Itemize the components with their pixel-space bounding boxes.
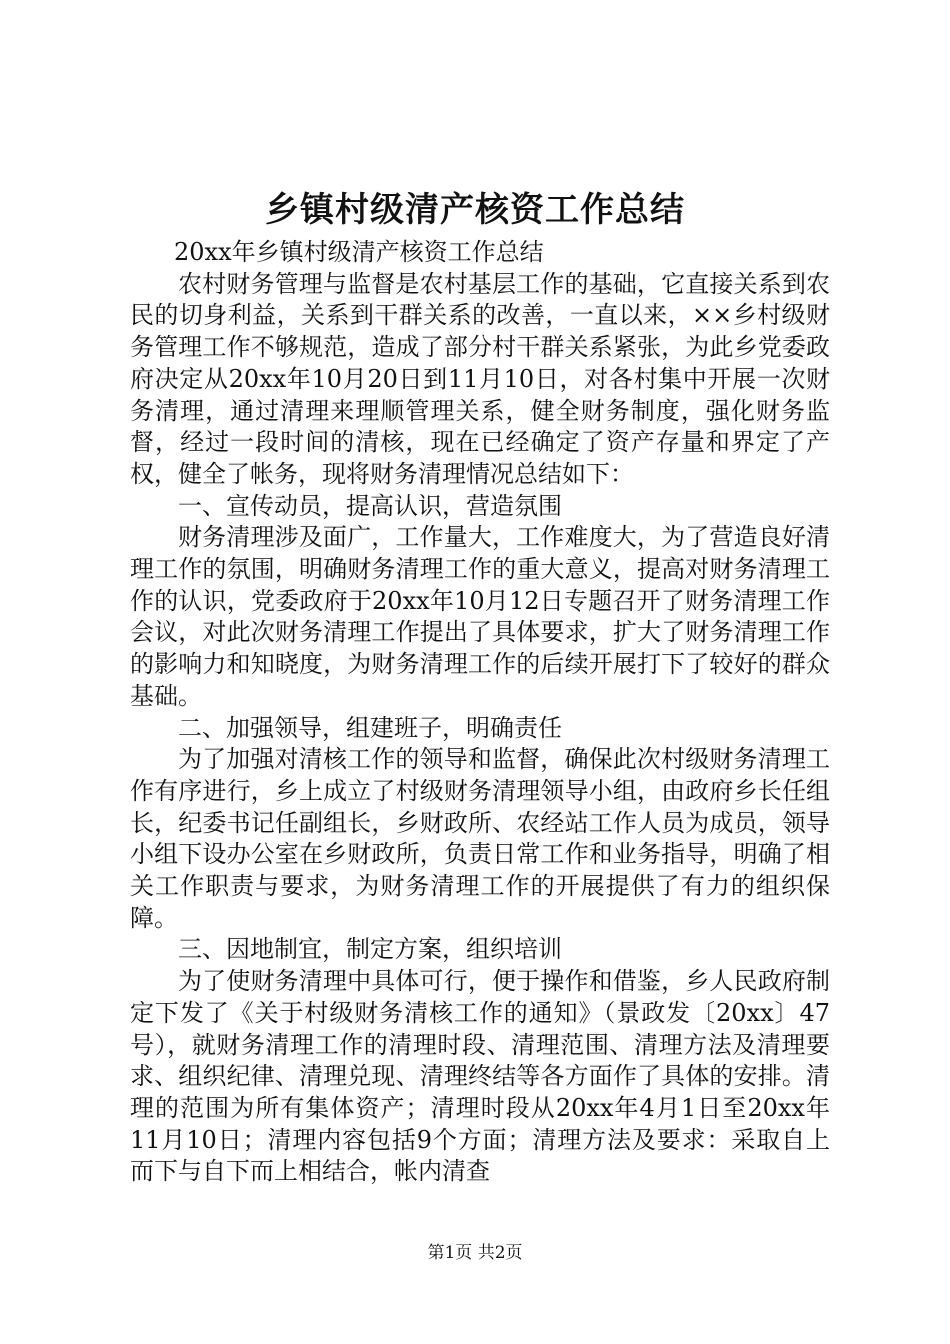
- document-title: 乡镇村级清产核资工作总结: [265, 190, 685, 230]
- paragraph-intro: 农村财务管理与监督是农村基层工作的基础，它直接关系到农民的切身利益，关系到干群关系的改善，一直以来，××乡村级财务管理工作不够规范，造成了部分村干群关系紧张，为此乡党委政府决定从20xx年10月20日到11月10日，对各村集中开展一次财务清理，通过清理来理顺管理关系，健全财务制度，强化财务监督，经过一段时间的清核，现在已经确定了资产存量和界定了产权，健全了帐务，现将财务清理情况总结如下：: [130, 269, 830, 488]
- document-body: [130, 237, 830, 1188]
- section-heading-1: 一、宣传动员，提高认识，营造氛围: [178, 491, 562, 520]
- section-heading-2: 二、加强领导，组建班子，明确责任: [178, 713, 562, 742]
- document-subtitle: 20xx年乡镇村级清产核资工作总结: [174, 238, 544, 266]
- paragraph-section-2: 为了加强对清核工作的领导和监督，确保此次村级财务清理工作有序进行，乡上成立了村级财务清理领导小组，由政府乡长任组长，纪委书记任副组长，乡财政所、农经站工作人员为成员，领导小组下设办公室在乡财政所，负责日常工作和业务指导，明确了相关工作职责与要求，为财务清理工作的开展提供了有力的组织保障。: [130, 745, 830, 932]
- paragraph-section-3: 为了使财务清理中具体可行，便于操作和借鉴，乡人民政府制定下发了《关于村级财务清核工作的通知》（景政发〔20xx〕47号），就财务清理工作的清理时段、清理范围、清理方法及清理要求、组织纪律、清理兑现、清理终结等各方面作了具体的安排。清理的范围为所有集体资产；清理时段从20xx年4月1日至20xx年11月10日；清理内容包括9个方面；清理方法及要求：采取自上而下与自下而上相结合，帐内清查: [130, 967, 830, 1186]
- page-number-footer: 第1页 共2页: [427, 1243, 523, 1263]
- paragraph-section-1: 财务清理涉及面广，工作量大，工作难度大，为了营造良好清理工作的氛围，明确财务清理工作的重大意义，提高对财务清理工作的认识，党委政府于20xx年10月12日专题召开了财务清理工作会议，对此次财务清理工作提出了具体要求，扩大了财务清理工作的影响力和知晓度，为财务清理工作的后续开展打下了较好的群众基础。: [130, 523, 830, 710]
- section-heading-3: 三、因地制宜，制定方案，组织培训: [178, 935, 562, 964]
